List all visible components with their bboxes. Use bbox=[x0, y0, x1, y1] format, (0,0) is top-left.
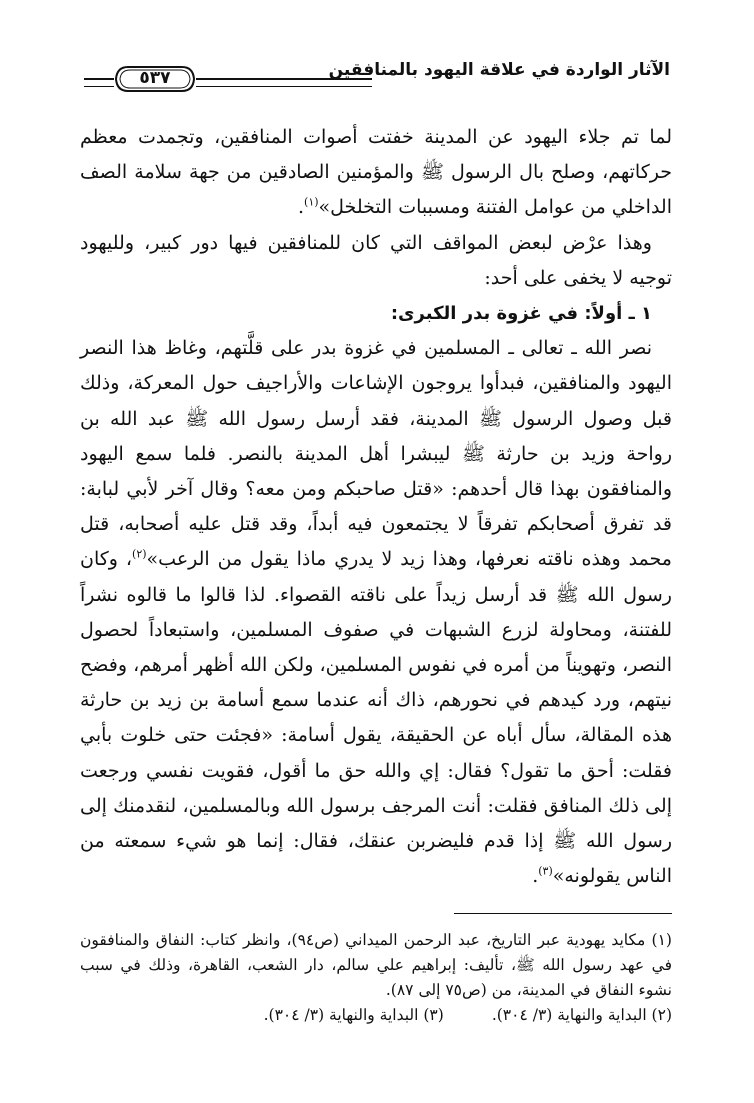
footnotes bbox=[80, 928, 672, 1028]
paragraph-1-text: لما تم جلاء اليهود عن المدينة خفتت أصوات المنافقين، وتجمدت معظم حركاتهم، وصلح بال الرسول ﷺ والمؤمنين الصادقين من جهة سلامة الصف الداخلي من عوامل الفتنة ومسببات التخلخل» bbox=[80, 126, 672, 219]
footnote-2: (٢) البداية والنهاية (٣/ ٣٠٤). bbox=[491, 1006, 672, 1024]
footnote-3: (٣) البداية والنهاية (٣/ ٣٠٤). bbox=[263, 1006, 444, 1024]
section-heading: ١ ـ أولاً: في غزوة بدر الكبرى: bbox=[390, 303, 652, 325]
paragraph-3-end: . bbox=[532, 865, 539, 888]
paragraph-2: وهذا عرْض لبعض المواقف التي كان للمنافقين فيها دور كبير، ولليهود توجيه لا يخفى على أحد: bbox=[80, 231, 672, 289]
paragraph-3 bbox=[80, 331, 672, 894]
page-header bbox=[84, 56, 670, 96]
footnote-row bbox=[80, 1003, 672, 1028]
main-text bbox=[80, 120, 672, 894]
paragraph-3-text-b: ، وكان رسول الله ﷺ قد أرسل زيداً على ناقته القصواء. لذا قالوا ما قالوه نشراً للفتنة، ومحاولة لزرع الشبهات في صفوف المسلمين، واستبعاداً لحصول النصر، وتهويناً من أمره في نفوس المسلمين، ولكن الله أظهر أمرهم، وفضح نيتهم، ورد كيدهم في نحورهم، ذاك أنه عندما سمع أسامة بن زيد بن حارثة هذه المقالة، سأل أباه عن الحقيقة، يقول أسامة: «فجئت حتى خلوت بأبي فقلت: أحق ما تقول؟ فقال: إي والله حق ما أقول، فقويت نفسي ورجعت إلى ذلك المنافق فقلت: أنت المرجف برسول الله وبالمسلمين، لنقدمنك إلى رسول الله ﷺ إذا قدم فليضربن عنقك، فقال: إنما هو شيء سمعته من الناس يقولونه» bbox=[80, 548, 672, 888]
header-rule bbox=[196, 78, 372, 87]
footnote-ref-1: (١) bbox=[304, 196, 319, 210]
page-number-badge bbox=[114, 64, 196, 94]
footnote-ref-3: (٣) bbox=[538, 864, 553, 878]
page-number: ٥٣٧ bbox=[139, 68, 171, 88]
paragraph-1 bbox=[80, 120, 672, 226]
footnote-ref-2: (٢) bbox=[132, 548, 147, 562]
footnote-separator bbox=[454, 913, 672, 914]
header-rule-left bbox=[84, 78, 114, 87]
paragraph-1-end: . bbox=[297, 196, 305, 219]
paragraph-3-text-a: نصر الله ـ تعالى ـ المسلمين في غزوة بدر على قلَّتهم، وغاظ هذا النصر اليهود والمنافقين، فبدأوا يروجون الإشاعات والأراجيف حول المعركة، وذلك قبل وصول الرسول ﷺ المدينة، فقد أرسل رسول الله ﷺ عبد الله بن رواحة وزيد بن حارثة ﷺ ليبشرا أهل المدينة بالنصر. فلما سمع اليهود والمنافقون بهذا قال أحدهم: «قتل صاحبكم ومن معه؟ وقال آخر لأبي لبابة: قد تفرق أصحابكم تفرقاً لا يجتمعون فيه أبداً، وقد قتل عليه أصحابه، قتل محمد وهذه ناقته نعرفها، وهذا زيد لا يدري ماذا يقول من الرعب» bbox=[80, 337, 672, 571]
footnote-1: (١) مكايد يهودية عبر التاريخ، عبد الرحمن الميداني (ص٩٤)، وانظر كتاب: النفاق والمنافقون في عهد رسول الله ﷺ، تأليف: إبراهيم علي سالم، دار الشعب، القاهرة، وذلك في سبب نشوء النفاق في المدينة، من (ص٧٥ إلى ٨٧). bbox=[80, 931, 672, 999]
running-title: الآثار الواردة في علاقة اليهود بالمنافقين bbox=[328, 60, 670, 80]
